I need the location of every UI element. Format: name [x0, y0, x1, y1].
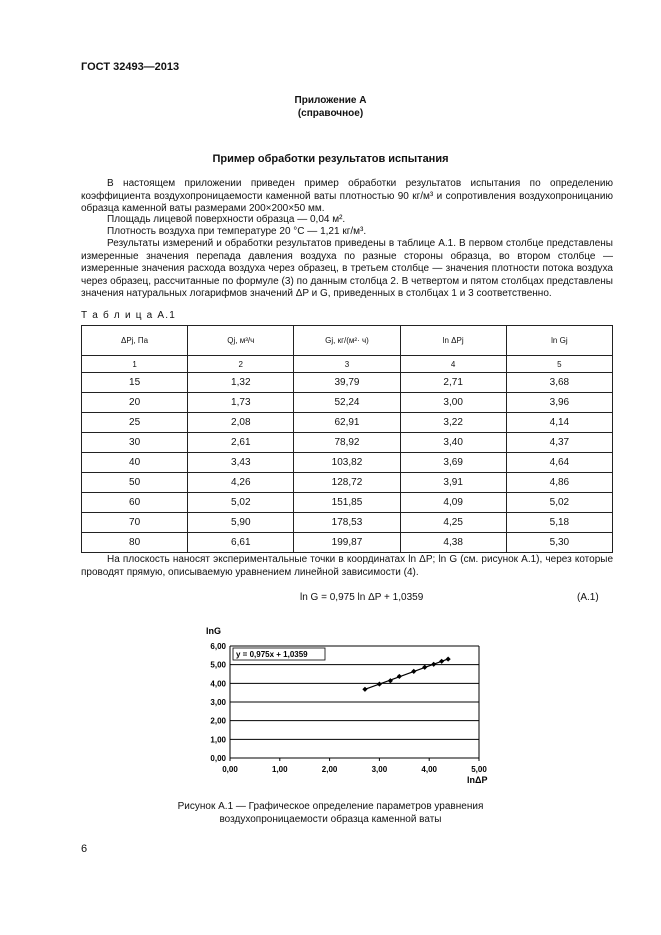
table-cell: 62,91 — [294, 413, 400, 433]
paragraph-density: Плотность воздуха при температуре 20 °С — 1,21 кг/м³. — [107, 226, 367, 237]
table-row — [82, 473, 613, 493]
x-tick-label: 4,00 — [421, 765, 437, 774]
table-cell: 5,18 — [506, 513, 612, 533]
table-cell: 2,61 — [188, 433, 294, 453]
table-cell: 1,32 — [188, 373, 294, 393]
table-cell: 4,25 — [400, 513, 506, 533]
table-cell: 199,87 — [294, 533, 400, 553]
data-point — [377, 681, 382, 686]
table-cell: 60 — [82, 493, 188, 513]
y-tick-label: 4,00 — [210, 679, 226, 689]
table-col-number: 1 — [82, 356, 188, 373]
table-header-cell: Gj, кг/(м²· ч) — [294, 326, 400, 356]
table-cell: 50 — [82, 473, 188, 493]
table-cell: 70 — [82, 513, 188, 533]
table-cell: 39,79 — [294, 373, 400, 393]
table-cell: 25 — [82, 413, 188, 433]
table-cell: 3,91 — [400, 473, 506, 493]
table-row — [82, 453, 613, 473]
appendix-subtitle: (справочное) — [297, 108, 364, 119]
results-table — [81, 325, 613, 553]
table-cell: 4,64 — [506, 453, 612, 473]
x-tick-label: 2,00 — [321, 765, 338, 774]
table-cell: 3,22 — [400, 413, 506, 433]
table-cell: 3,43 — [188, 453, 294, 473]
figure-chart — [196, 618, 506, 790]
data-point — [397, 674, 402, 679]
x-tick-label: 1,00 — [272, 765, 288, 774]
table-header-cell: ln ΔPj — [400, 326, 506, 356]
table-col-number: 2 — [188, 356, 294, 373]
table-cell: 5,30 — [506, 533, 612, 553]
section-title: Пример обработки результатов испытания — [212, 153, 449, 165]
y-tick-label: 5,00 — [210, 660, 226, 670]
data-point — [431, 662, 436, 667]
data-point — [439, 659, 444, 664]
formula: ln G = 0,975 ln ΔP + 1,0359 — [300, 592, 424, 603]
table-cell: 3,00 — [400, 393, 506, 413]
x-tick-label: 3,00 — [371, 765, 388, 774]
data-point — [422, 665, 427, 670]
paragraph-intro: В настоящем приложении приведен пример обработки результатов испытания по определению коэффициента воздухопроницаемости каменной ваты плотностью 90 кг/м³ и сопротивления воздухопроницанию образца каменной ваты размерами 200×200×50 мм. — [81, 178, 613, 214]
paragraph-results: Результаты измерений и обработки результатов приведены в таблице А.1. В первом столбце представлены измеренные значения перепада давления воздуха по разные стороны образца, во втором столбце — измеренные значения расхода воздуха через образец, в третьем столбце — значения плотности потока воздуха через образец, рассчитанные по формуле (3) по данным столбца 2. В четвертом и пятом столбцах представлены значения натуральных логарифмов значений ΔP и G, приведенных в столбцах 1 и 3 соответственно. — [81, 238, 613, 299]
paragraph-area: Площадь лицевой поверхности образца — 0,04 м². — [107, 214, 346, 225]
table-cell: 4,37 — [506, 433, 612, 453]
appendix-title: Приложение А — [294, 95, 367, 106]
table-column-numbers — [82, 356, 613, 373]
table-row — [82, 533, 613, 553]
caption-line-1: Рисунок А.1 — Графическое определение параметров уравнения — [177, 801, 484, 812]
table-row — [82, 433, 613, 453]
table-cell: 15 — [82, 373, 188, 393]
table-cell: 1,73 — [188, 393, 294, 413]
table-cell: 4,86 — [506, 473, 612, 493]
x-axis-label: lnΔP — [467, 775, 488, 785]
table-cell: 151,85 — [294, 493, 400, 513]
page-number: 6 — [81, 843, 88, 855]
table-row — [82, 373, 613, 393]
table-cell: 40 — [82, 453, 188, 473]
document-header: ГОСТ 32493—2013 — [81, 61, 180, 73]
table-header-cell: Qj, м³/ч — [188, 326, 294, 356]
y-tick-label: 3,00 — [210, 698, 226, 707]
table-row — [82, 513, 613, 533]
table-cell: 4,09 — [400, 493, 506, 513]
table-cell: 5,02 — [506, 493, 612, 513]
x-tick-label: 0,00 — [222, 765, 238, 774]
table-cell: 5,90 — [188, 513, 294, 533]
table-cell: 2,71 — [400, 373, 506, 393]
table-header-cell: ΔPj, Па — [82, 326, 188, 356]
y-tick-label: 0,00 — [210, 754, 226, 763]
formula-number: (А.1) — [577, 592, 599, 603]
y-tick-label: 2,00 — [210, 716, 226, 726]
table-label: Т а б л и ц а А.1 — [81, 310, 176, 321]
data-point — [411, 669, 416, 674]
x-tick-label: 5,00 — [471, 765, 487, 774]
table-cell: 4,26 — [188, 473, 294, 493]
table-cell: 3,68 — [506, 373, 612, 393]
table-col-number: 4 — [400, 356, 506, 373]
table-cell: 4,14 — [506, 413, 612, 433]
caption-line-2: воздухопроницаемости образца каменной ваты — [219, 814, 442, 825]
table-cell: 80 — [82, 533, 188, 553]
table-header-row — [82, 326, 613, 356]
table-cell: 2,08 — [188, 413, 294, 433]
table-cell: 30 — [82, 433, 188, 453]
table-cell: 128,72 — [294, 473, 400, 493]
data-point — [446, 656, 451, 661]
table-row — [82, 393, 613, 413]
table-cell: 3,69 — [400, 453, 506, 473]
table-cell: 3,40 — [400, 433, 506, 453]
table-cell: 78,92 — [294, 433, 400, 453]
table-cell: 3,96 — [506, 393, 612, 413]
table-row — [82, 493, 613, 513]
paragraph-after-table: На плоскость наносят экспериментальные точки в координатах ln ΔP; ln G (см. рисунок А.1), через которые проводят прямую, описываемую уравнением линейной зависимости (4). — [81, 554, 613, 578]
figure-caption — [0, 800, 661, 826]
table-col-number: 3 — [294, 356, 400, 373]
y-axis-label: lnG — [206, 626, 221, 636]
y-tick-label: 1,00 — [210, 735, 226, 745]
table-cell: 52,24 — [294, 393, 400, 413]
table-header-cell: ln Gj — [506, 326, 612, 356]
table-cell: 6,61 — [188, 533, 294, 553]
table-cell: 4,38 — [400, 533, 506, 553]
table-cell: 103,82 — [294, 453, 400, 473]
trendline — [365, 659, 448, 689]
table-cell: 20 — [82, 393, 188, 413]
y-tick-label: 6,00 — [210, 642, 226, 651]
data-point — [362, 687, 367, 692]
trendline-label: y = 0,975x + 1,0359 — [236, 650, 308, 659]
table-col-number: 5 — [506, 356, 612, 373]
table-cell: 5,02 — [188, 493, 294, 513]
table-cell: 178,53 — [294, 513, 400, 533]
table-row — [82, 413, 613, 433]
